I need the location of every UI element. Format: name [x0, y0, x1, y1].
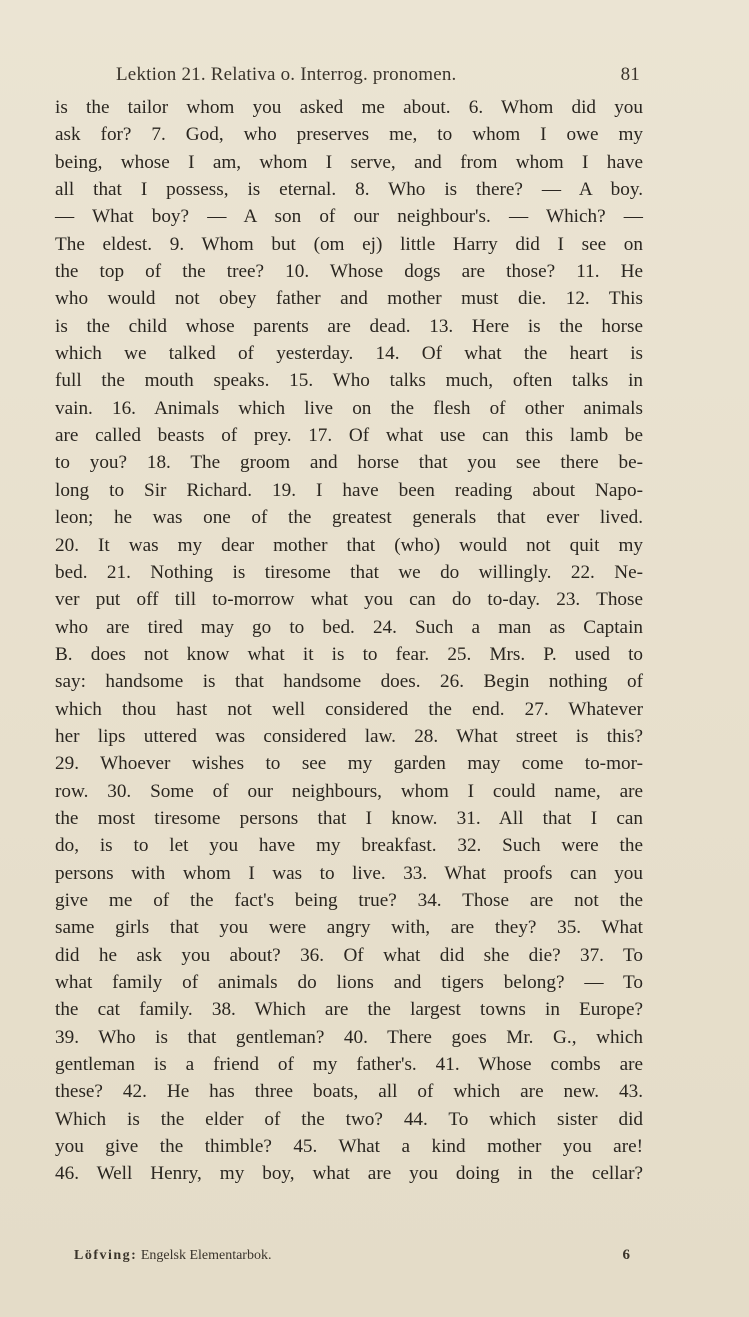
- text-line: did he ask you about? 36. Of what did she die? 37. To: [55, 944, 643, 966]
- text-line: long to Sir Richard. 19. I have been reading about Napo-: [55, 479, 643, 501]
- text-line: Which is the elder of the two? 44. To which sister did: [55, 1108, 643, 1130]
- text-line: give me of the fact's being true? 34. Those are not the: [55, 889, 643, 911]
- text-line: the top of the tree? 10. Whose dogs are those? 11. He: [55, 261, 643, 283]
- text-line: leon; he was one of the greatest generals that ever lived.: [55, 507, 643, 529]
- text-line: her lips uttered was considered law. 28. What street is this?: [55, 725, 643, 747]
- footer-author: Löfving:: [74, 1248, 138, 1263]
- text-line: 46. Well Henry, my boy, what are you doing in the cellar?: [55, 1163, 643, 1185]
- text-line: is the child whose parents are dead. 13. Here is the horse: [55, 315, 643, 337]
- text-line: ver put off till to-morrow what you can do to-day. 23. Those: [55, 589, 643, 611]
- text-line: what family of animals do lions and tigers belong? — To: [55, 972, 643, 993]
- text-line: is the tailor whom you asked me about. 6. Whom did you: [55, 97, 643, 118]
- text-line: — What boy? — A son of our neighbour's. — Which? —: [55, 206, 643, 228]
- text-line: 29. Whoever wishes to see my garden may come to-mor-: [55, 753, 643, 775]
- text-line: which we talked of yesterday. 14. Of what the heart is: [55, 343, 643, 365]
- text-line: the most tiresome persons that I know. 31. All that I can: [55, 807, 643, 829]
- text-line: do, is to let you have my breakfast. 32. Such were the: [55, 835, 643, 857]
- text-line: who are tired may go to bed. 24. Such a man as Captain: [55, 616, 643, 638]
- text-line: gentleman is a friend of my father's. 41. Whose combs are: [55, 1054, 643, 1076]
- signature-mark: 6: [622, 1247, 630, 1263]
- running-header: [116, 64, 640, 86]
- text-line: all that I possess, is eternal. 8. Who is there? — A boy.: [55, 179, 643, 201]
- text-line: ask for? 7. God, who preserves me, to whom I owe my: [55, 124, 643, 146]
- text-line: bed. 21. Nothing is tiresome that we do willingly. 22. Ne-: [55, 561, 643, 583]
- text-line: 20. It was my dear mother that (who) would not quit my: [55, 534, 643, 556]
- footer-book-title: Engelsk Elementarbok.: [140, 1248, 272, 1263]
- text-line: vain. 16. Animals which live on the flesh of other animals: [55, 397, 643, 419]
- page-number: 81: [620, 64, 640, 85]
- page-footer: [74, 1247, 634, 1264]
- text-line: to you? 18. The groom and horse that you see there be-: [55, 452, 643, 474]
- text-line: full the mouth speaks. 15. Who talks much, often talks in: [55, 370, 643, 392]
- text-line: these? 42. He has three boats, all of which are new. 43.: [55, 1081, 643, 1103]
- text-line: the cat family. 38. Which are the largest towns in Europe?: [55, 999, 643, 1021]
- text-line: row. 30. Some of our neighbours, whom I could name, are: [55, 780, 643, 802]
- text-line: who would not obey father and mother must die. 12. This: [55, 288, 643, 310]
- text-line: The eldest. 9. Whom but (om ej) little Harry did I see on: [55, 233, 643, 255]
- text-line: which thou hast not well considered the end. 27. Whatever: [55, 698, 643, 720]
- text-line: persons with whom I was to live. 33. What proofs can you: [55, 862, 643, 884]
- text-line: B. does not know what it is to fear. 25. Mrs. P. used to: [55, 643, 643, 665]
- text-line: same girls that you were angry with, are they? 35. What: [55, 917, 643, 939]
- running-title: Lektion 21. Relativa o. Interrog. pronomen.: [116, 64, 457, 85]
- text-line: say: handsome is that handsome does. 26. Begin nothing of: [55, 671, 643, 693]
- text-line: being, whose I am, whom I serve, and from whom I have: [55, 151, 643, 173]
- exercise-text: [55, 94, 643, 1188]
- text-line: you give the thimble? 45. What a kind mother you are!: [55, 1136, 643, 1158]
- text-line: are called beasts of prey. 17. Of what use can this lamb be: [55, 425, 643, 447]
- text-line: 39. Who is that gentleman? 40. There goes Mr. G., which: [55, 1026, 643, 1048]
